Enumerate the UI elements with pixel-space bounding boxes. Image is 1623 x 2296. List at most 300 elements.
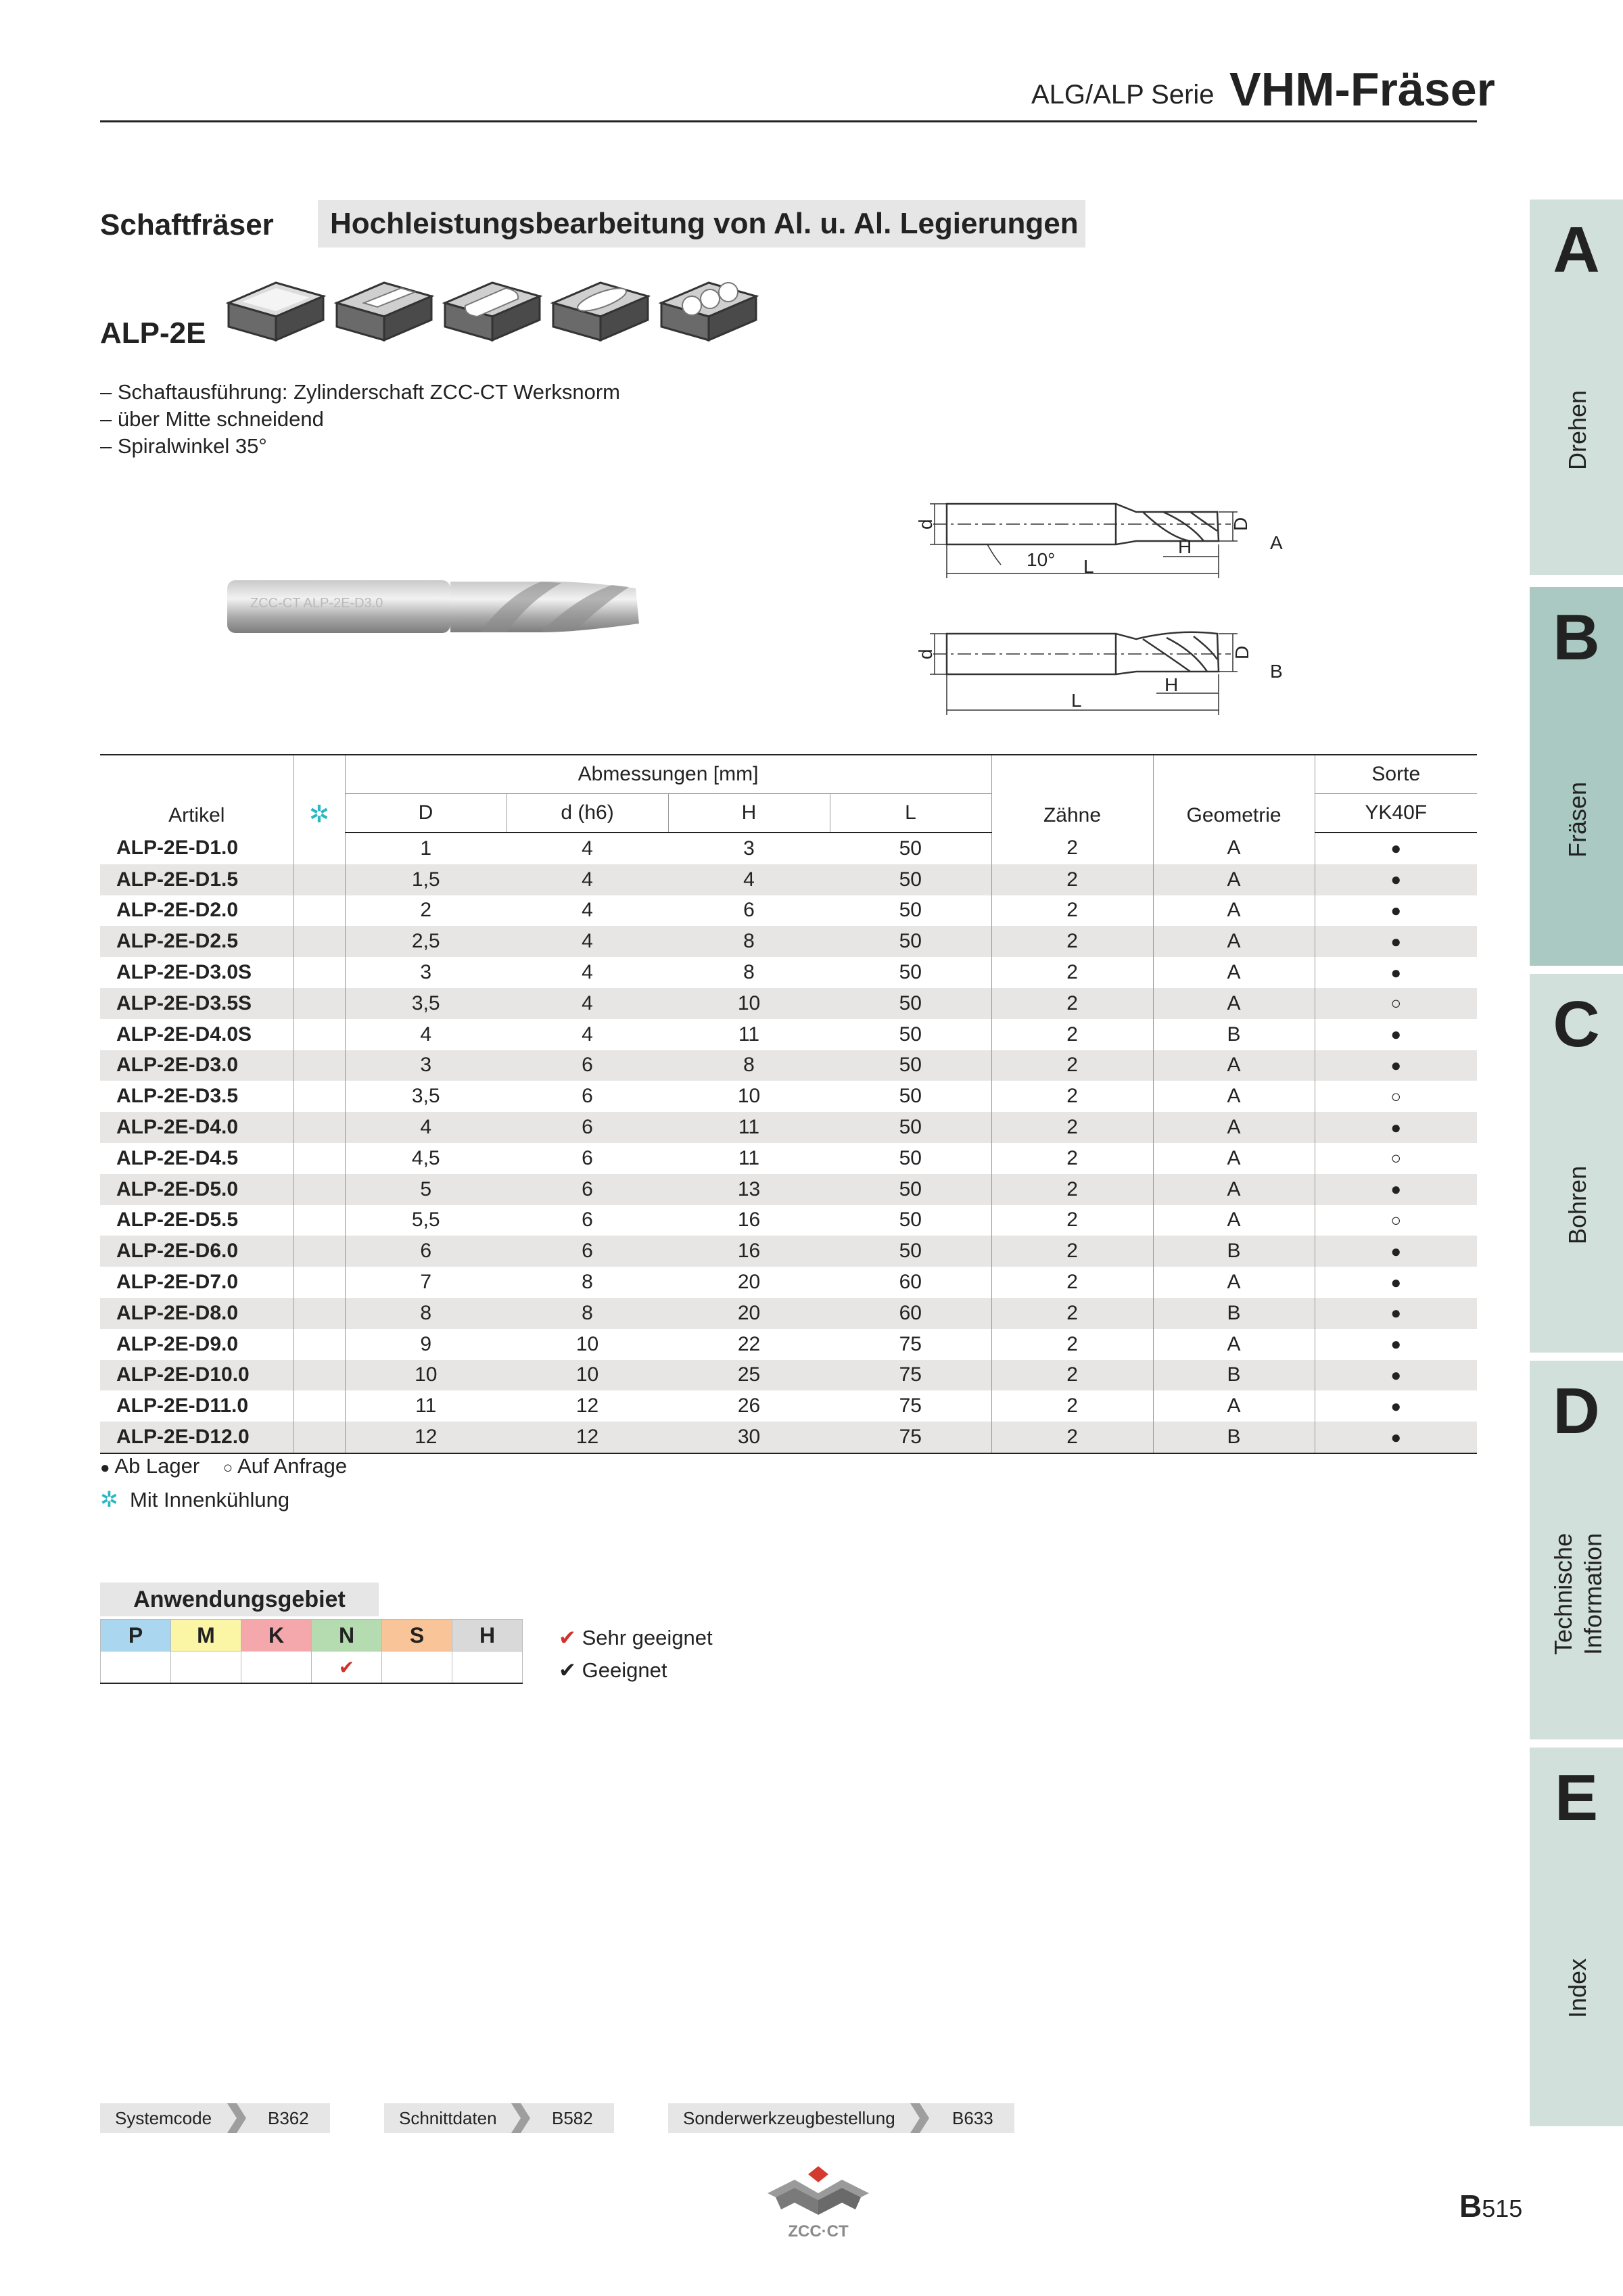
- cell-coolant: [293, 1112, 345, 1143]
- cell-L: 50: [899, 961, 922, 984]
- cell-coolant: [293, 1019, 345, 1050]
- coolant-icon: ✲: [100, 1487, 118, 1512]
- cell-stock: ●: [1315, 1236, 1477, 1267]
- cell-art: ALP-2E-D2.0: [116, 899, 239, 922]
- tab-label: Bohren: [1563, 1165, 1591, 1244]
- page-title: VHM-Fräser: [1229, 63, 1495, 116]
- cell-z: 2: [991, 1050, 1153, 1081]
- cell-stock: ●: [1315, 1267, 1477, 1298]
- table-row: [100, 957, 1477, 988]
- cell-art: ALP-2E-D8.0: [100, 1298, 293, 1329]
- material-h: H: [452, 1620, 523, 1651]
- cell-L: 75: [899, 1332, 922, 1355]
- cell-H: 6: [743, 899, 755, 922]
- cell-art: ALP-2E-D5.0: [100, 1174, 293, 1205]
- cell-geo: B: [1153, 1298, 1315, 1329]
- cell-z: 2: [991, 895, 1153, 927]
- cell-L: 50: [830, 1050, 991, 1081]
- cell-stock: ●: [1315, 1390, 1477, 1422]
- cell-art: ALP-2E-D4.0S: [116, 1023, 252, 1046]
- tab-label: Fräsen: [1563, 781, 1591, 858]
- table-row: [100, 895, 1477, 927]
- cell-geo: A: [1153, 895, 1315, 927]
- product-name: ALP-2E: [100, 317, 206, 350]
- tool-photo: [223, 568, 642, 642]
- category-title: Schaftfräser: [100, 208, 274, 241]
- table-row: [100, 1360, 1477, 1391]
- cell-z: 2: [991, 1143, 1153, 1174]
- cell-D: 4: [345, 1112, 507, 1143]
- feature-item: – Schaftausführung: Zylinderschaft ZCC-CT Werksnorm: [100, 380, 620, 404]
- cell-D: 5,5: [345, 1205, 507, 1236]
- cell-stock: ●: [1315, 926, 1477, 957]
- cell-geo: A: [1153, 1081, 1315, 1112]
- cell-coolant: [293, 1081, 345, 1112]
- feature-item: – über Mitte schneidend: [100, 407, 324, 431]
- col-artikel: Artikel: [100, 755, 293, 833]
- cell-art: ALP-2E-D3.5S: [100, 988, 293, 1019]
- cell-d: 4: [507, 926, 668, 957]
- cell-stock: ●: [1315, 1019, 1477, 1050]
- cell-coolant: [293, 1050, 345, 1081]
- cell-d: 6: [507, 1050, 668, 1081]
- cell-geo: A: [1153, 833, 1315, 864]
- cell-D: 3,5: [345, 1081, 507, 1112]
- ref-page: B582: [552, 2108, 593, 2128]
- cell-L: 50: [830, 926, 991, 957]
- cell-D: 3: [345, 1050, 507, 1081]
- table-row: [100, 926, 1477, 957]
- plunge-milling-icon: [661, 283, 756, 340]
- material-mark-m: [171, 1651, 241, 1684]
- ref-systemcode[interactable]: [100, 2103, 330, 2133]
- cell-H: 8: [668, 1050, 830, 1081]
- cell-art: ALP-2E-D11.0: [116, 1395, 249, 1418]
- col-D: D: [345, 794, 507, 833]
- cell-art: ALP-2E-D10.0: [100, 1360, 293, 1391]
- table-row: [100, 1174, 1477, 1205]
- cell-geo: A: [1153, 1267, 1315, 1298]
- cell-d: 4: [582, 1023, 593, 1046]
- cell-H: 8: [743, 961, 755, 984]
- legend-suit-label: Geeignet: [582, 1658, 667, 1682]
- check-icon: ✔: [559, 1658, 576, 1682]
- page-prefix: B: [1459, 2188, 1482, 2224]
- cell-d: 6: [582, 1209, 593, 1232]
- cell-coolant: [293, 895, 345, 927]
- pocket-milling-icon: [553, 283, 648, 340]
- ref-sonderwerkzeugbestellung[interactable]: [668, 2103, 1014, 2133]
- label-type-a: A: [1270, 532, 1283, 553]
- feature-list: [100, 379, 620, 460]
- cell-H: 4: [668, 864, 830, 895]
- cell-H: 26: [737, 1395, 761, 1418]
- cell-stock: ●: [1315, 1174, 1477, 1205]
- cell-z: 2: [991, 1267, 1153, 1298]
- application-banner: Hochleistungsbearbeitung von Al. u. Al. Legierungen: [318, 200, 1085, 248]
- dot-label: Ab Lager: [114, 1454, 200, 1478]
- cell-H: 13: [668, 1174, 830, 1205]
- cell-geo: B: [1153, 1019, 1315, 1050]
- cell-L: 50: [899, 1209, 922, 1232]
- cell-L: 50: [830, 864, 991, 895]
- cell-L: 75: [830, 1360, 991, 1391]
- cell-art: ALP-2E-D12.0: [100, 1422, 293, 1453]
- tab-letter: E: [1554, 1762, 1599, 1834]
- cell-D: 4: [345, 1019, 507, 1050]
- cell-z: 2: [991, 926, 1153, 957]
- col-sorte: Sorte: [1315, 755, 1477, 794]
- cell-L: 50: [830, 1236, 991, 1267]
- cell-coolant: [293, 957, 345, 988]
- tab-label: Index: [1563, 1958, 1591, 2018]
- technical-drawings: [906, 477, 1298, 727]
- cell-L: 60: [899, 1271, 922, 1294]
- cell-geo: B: [1153, 1236, 1315, 1267]
- cell-stock: ●: [1315, 864, 1477, 895]
- cell-H: 25: [668, 1360, 830, 1391]
- cell-D: 10: [345, 1360, 507, 1391]
- cell-stock: ●: [1315, 957, 1477, 988]
- cell-D: 2: [345, 895, 507, 927]
- cell-z: 2: [991, 1390, 1153, 1422]
- page-digits: 515: [1482, 2195, 1523, 2222]
- table-row: [100, 833, 1477, 864]
- ref-label: Schnittdaten: [399, 2108, 497, 2128]
- cell-stock: ○: [1315, 1143, 1477, 1174]
- cell-art: ALP-2E-D1.0: [116, 837, 239, 860]
- cell-d: 4: [582, 961, 593, 984]
- drawing-type-b: [930, 632, 1238, 715]
- cell-z: 2: [991, 1360, 1153, 1391]
- cell-geo: B: [1153, 1360, 1315, 1391]
- photo-engraving: ZCC-CT ALP-2E-D3.0: [250, 596, 383, 611]
- label-type-b: B: [1270, 661, 1283, 682]
- material-mark-p: [101, 1651, 171, 1684]
- cell-geo: A: [1153, 1112, 1315, 1143]
- cell-geo: A: [1153, 864, 1315, 895]
- cell-art: ALP-2E-D3.0: [100, 1050, 293, 1081]
- slot-milling-icon: [445, 283, 540, 340]
- cell-coolant: [293, 1143, 345, 1174]
- tab-letter: D: [1553, 1375, 1600, 1447]
- cell-geo: A: [1153, 1174, 1315, 1205]
- cell-z: 2: [991, 1205, 1153, 1236]
- material-m: M: [171, 1620, 241, 1651]
- table-row: [100, 1236, 1477, 1267]
- cell-L: 60: [830, 1298, 991, 1329]
- cell-stock: ●: [1315, 1422, 1477, 1453]
- col-zaehne: Zähne: [991, 755, 1153, 833]
- cell-coolant: [293, 1174, 345, 1205]
- cell-coolant: [293, 988, 345, 1019]
- cell-L: 50: [899, 837, 922, 860]
- cell-geo: B: [1153, 1422, 1315, 1453]
- application-table: [100, 1619, 523, 1684]
- col-grade: YK40F: [1315, 794, 1477, 833]
- cell-D: 2,5: [345, 926, 507, 957]
- cell-coolant: [293, 1390, 345, 1422]
- label-d-b: d: [915, 649, 936, 659]
- cell-D: 8: [345, 1298, 507, 1329]
- tab-label: Drehen: [1563, 390, 1591, 470]
- tab-label: Technische Information: [1549, 1532, 1607, 1655]
- cell-art: ALP-2E-D4.0: [100, 1112, 293, 1143]
- series-label: ALG/ALP Serie: [1031, 80, 1215, 110]
- cell-art: ALP-2E-D4.5: [116, 1146, 239, 1169]
- cell-geo: A: [1153, 1329, 1315, 1360]
- label-L-b: L: [1071, 690, 1082, 711]
- cell-art: ALP-2E-D9.0: [116, 1332, 239, 1355]
- cell-L: 50: [899, 899, 922, 922]
- col-H: H: [668, 794, 830, 833]
- cell-art: ALP-2E-D7.0: [116, 1271, 239, 1294]
- tab-index[interactable]: [1530, 1748, 1623, 2126]
- cell-stock: ●: [1315, 1112, 1477, 1143]
- cell-art: ALP-2E-D3.5: [116, 1085, 239, 1108]
- cell-coolant: [293, 1360, 345, 1391]
- ref-label: Sonderwerkzeugbestellung: [683, 2108, 895, 2128]
- cell-stock: ●: [1315, 1050, 1477, 1081]
- cell-z: 2: [991, 1112, 1153, 1143]
- cell-L: 75: [830, 1422, 991, 1453]
- cell-art: ALP-2E-D1.5: [100, 864, 293, 895]
- table-row: [100, 1205, 1477, 1236]
- cell-H: 11: [668, 1112, 830, 1143]
- application-title: Anwendungsgebiet: [100, 1583, 379, 1616]
- cell-D: 1: [345, 833, 507, 864]
- tab-letter: A: [1553, 214, 1600, 286]
- cell-d: 6: [582, 1085, 593, 1108]
- cell-art: ALP-2E-D5.5: [116, 1209, 239, 1232]
- cell-art: ALP-2E-D6.0: [100, 1236, 293, 1267]
- cell-d: 8: [507, 1298, 668, 1329]
- cell-L: 50: [899, 1085, 922, 1108]
- cell-z: 2: [991, 1422, 1153, 1453]
- cell-stock: ○: [1315, 1205, 1477, 1236]
- cell-H: 8: [668, 926, 830, 957]
- table-row: [100, 864, 1477, 895]
- cell-L: 50: [830, 1112, 991, 1143]
- shoulder-milling-icon: [337, 283, 431, 340]
- cell-d: 4: [582, 899, 593, 922]
- cell-H: 30: [668, 1422, 830, 1453]
- cell-D: 5: [345, 1174, 507, 1205]
- cell-d: 8: [582, 1271, 593, 1294]
- ref-page: B362: [268, 2108, 309, 2128]
- label-D-a: D: [1230, 517, 1251, 531]
- chevron-right-icon: [509, 2103, 532, 2133]
- cell-d: 4: [507, 988, 668, 1019]
- table-row: [100, 1329, 1477, 1360]
- material-n: N: [312, 1620, 382, 1651]
- cell-D: 7: [345, 1267, 507, 1298]
- tab-letter: C: [1553, 988, 1600, 1060]
- cell-D: 4,5: [345, 1143, 507, 1174]
- ref-page: B633: [952, 2108, 993, 2128]
- cell-H: 10: [737, 1085, 761, 1108]
- operation-icons: [223, 269, 764, 350]
- cell-L: 50: [830, 988, 991, 1019]
- table-row: [100, 1019, 1477, 1050]
- label-angle: 10°: [1027, 549, 1056, 570]
- cell-z: 2: [991, 1174, 1153, 1205]
- cell-z: 2: [991, 1329, 1153, 1360]
- cell-d: 12: [575, 1395, 599, 1418]
- coolant-icon: ✲: [293, 755, 345, 833]
- cell-D: 1,5: [345, 864, 507, 895]
- material-mark-n: ✔: [312, 1651, 382, 1684]
- chevron-right-icon: [225, 2103, 248, 2133]
- cell-geo: A: [1153, 1205, 1315, 1236]
- cell-H: 20: [737, 1271, 761, 1294]
- table-row: [100, 988, 1477, 1019]
- cell-d: 6: [507, 1112, 668, 1143]
- ref-label: Systemcode: [115, 2108, 212, 2128]
- col-d: d (h6): [507, 794, 668, 833]
- cell-H: 11: [738, 1023, 760, 1046]
- col-abmessungen: Abmessungen [mm]: [345, 755, 991, 794]
- cell-stock: ●: [1315, 833, 1477, 864]
- cell-geo: A: [1153, 1050, 1315, 1081]
- cell-z: 2: [991, 833, 1153, 864]
- cell-D: 3,5: [345, 988, 507, 1019]
- check-red-icon: ✔: [559, 1626, 576, 1649]
- material-mark-s: [382, 1651, 452, 1684]
- suitability-legend: [559, 1622, 713, 1687]
- cell-L: 50: [899, 1146, 922, 1169]
- table-row: [100, 1267, 1477, 1298]
- table-row: [100, 1050, 1477, 1081]
- cell-stock: ○: [1315, 988, 1477, 1019]
- cell-z: 2: [991, 864, 1153, 895]
- cell-H: 22: [737, 1332, 761, 1355]
- tab-technische-information[interactable]: [1530, 1361, 1623, 1739]
- cell-H: 16: [737, 1209, 761, 1232]
- stock-legend: [100, 1454, 347, 1478]
- cell-art: ALP-2E-D3.0S: [116, 961, 252, 984]
- material-p: P: [101, 1620, 171, 1651]
- cell-coolant: [293, 1422, 345, 1453]
- material-mark-h: [452, 1651, 523, 1684]
- cell-H: 11: [738, 1146, 760, 1169]
- cell-art: ALP-2E-D2.5: [100, 926, 293, 957]
- cell-z: 2: [991, 988, 1153, 1019]
- cell-H: 3: [743, 837, 755, 860]
- cell-d: 6: [507, 1174, 668, 1205]
- ref-schnittdaten[interactable]: [384, 2103, 614, 2133]
- cell-stock: ●: [1315, 1329, 1477, 1360]
- cell-coolant: [293, 926, 345, 957]
- cell-geo: A: [1153, 1143, 1315, 1174]
- label-D-b: D: [1231, 645, 1252, 659]
- material-s: S: [382, 1620, 452, 1651]
- material-k: K: [241, 1620, 312, 1651]
- cell-L: 50: [830, 1174, 991, 1205]
- cell-coolant: [293, 1236, 345, 1267]
- cell-z: 2: [991, 1236, 1153, 1267]
- page-number: [1459, 2188, 1522, 2224]
- cell-H: 10: [668, 988, 830, 1019]
- label-L-a: L: [1083, 556, 1094, 577]
- cell-d: 4: [507, 864, 668, 895]
- material-mark-k: [241, 1651, 312, 1684]
- coolant-label: Mit Innenkühlung: [130, 1488, 290, 1512]
- label-H-a: H: [1178, 536, 1192, 557]
- cell-coolant: [293, 1267, 345, 1298]
- cell-D: 9: [345, 1329, 507, 1360]
- cell-z: 2: [991, 957, 1153, 988]
- cell-d: 6: [582, 1146, 593, 1169]
- feature-item: – Spiralwinkel 35°: [100, 434, 267, 458]
- circle-label: Auf Anfrage: [237, 1454, 348, 1478]
- cell-d: 12: [507, 1422, 668, 1453]
- cell-d: 6: [507, 1236, 668, 1267]
- cell-D: 6: [345, 1236, 507, 1267]
- cell-coolant: [293, 864, 345, 895]
- zcc-ct-logo: [761, 2161, 876, 2242]
- tab-letter: B: [1553, 601, 1600, 674]
- dot-symbol: ●: [100, 1459, 110, 1477]
- cell-L: 50: [899, 1023, 922, 1046]
- cell-d: 10: [507, 1360, 668, 1391]
- tab-bohren[interactable]: [1530, 974, 1623, 1353]
- label-d-a: d: [915, 519, 936, 530]
- cell-D: 11: [345, 1390, 507, 1422]
- face-milling-icon: [229, 283, 323, 340]
- cell-coolant: [293, 1205, 345, 1236]
- table-row: [100, 1298, 1477, 1329]
- cell-coolant: [293, 1329, 345, 1360]
- cell-geo: A: [1153, 957, 1315, 988]
- cell-L: 75: [899, 1395, 922, 1418]
- table-row: [100, 1112, 1477, 1143]
- cell-geo: A: [1153, 988, 1315, 1019]
- cell-z: 2: [991, 1019, 1153, 1050]
- coolant-legend: [100, 1486, 289, 1512]
- cell-stock: ●: [1315, 1360, 1477, 1391]
- spec-table: [100, 754, 1477, 1454]
- label-H-b: H: [1165, 674, 1179, 695]
- cell-stock: ●: [1315, 1298, 1477, 1329]
- cell-coolant: [293, 1298, 345, 1329]
- cell-geo: A: [1153, 926, 1315, 957]
- tab-drehen[interactable]: [1530, 200, 1623, 575]
- cell-H: 20: [668, 1298, 830, 1329]
- cell-z: 2: [991, 1081, 1153, 1112]
- cell-d: 10: [575, 1332, 599, 1355]
- table-row: [100, 1422, 1477, 1453]
- logo-text: ZCC·CT: [788, 2222, 849, 2241]
- cell-coolant: [293, 833, 345, 864]
- table-row: [100, 1143, 1477, 1174]
- table-row: [100, 1390, 1477, 1422]
- cell-stock: ○: [1315, 1081, 1477, 1112]
- chevron-right-icon: [908, 2103, 931, 2133]
- cell-D: 3: [345, 957, 507, 988]
- legend-very-label: Sehr geeignet: [582, 1626, 713, 1649]
- cell-geo: A: [1153, 1390, 1315, 1422]
- col-L: L: [830, 794, 991, 833]
- col-geometrie: Geometrie: [1153, 755, 1315, 833]
- circle-symbol: ○: [222, 1459, 233, 1477]
- cell-H: 16: [668, 1236, 830, 1267]
- cell-d: 4: [582, 837, 593, 860]
- tab-fraesen[interactable]: [1530, 587, 1623, 966]
- cell-z: 2: [991, 1298, 1153, 1329]
- cell-D: 12: [345, 1422, 507, 1453]
- table-row: [100, 1081, 1477, 1112]
